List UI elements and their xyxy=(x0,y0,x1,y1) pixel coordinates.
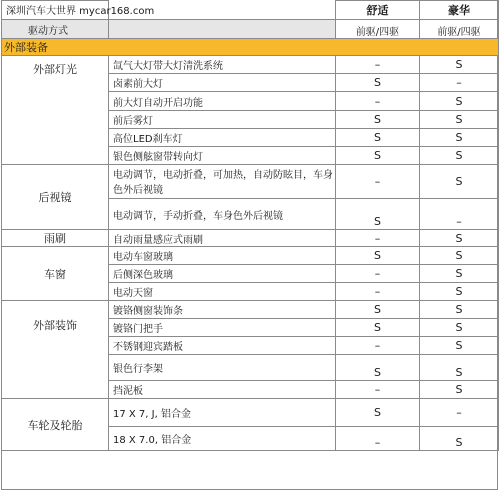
feature-cell: 电动调节，电动折叠，可加热，自动防眩目，车身色外后视镜 xyxy=(109,165,336,199)
feature-cell: 电动车窗玻璃 xyxy=(109,247,336,265)
luxury-availability: S xyxy=(420,230,499,247)
luxury-availability: S xyxy=(420,56,499,74)
luxury-availability: S xyxy=(420,165,499,199)
feature-cell: 17 X 7, J, 铝合金 xyxy=(109,399,336,427)
table-row xyxy=(2,230,499,247)
comfort-availability: S xyxy=(336,301,420,319)
comfort-availability: S xyxy=(336,147,420,165)
table-row xyxy=(2,247,499,265)
luxury-availability: S xyxy=(420,129,499,147)
feature-cell: 卤素前大灯 xyxy=(109,74,336,92)
group-label: 外部灯光 xyxy=(2,56,109,165)
trim-comfort-name: 舒适 xyxy=(336,1,420,20)
comfort-availability: – xyxy=(336,230,420,247)
luxury-availability: S xyxy=(420,427,499,451)
feature-cell: 银色侧舷窗带转向灯 xyxy=(109,147,336,165)
comfort-availability: S xyxy=(336,129,420,147)
table-row xyxy=(2,165,499,199)
comfort-availability: – xyxy=(336,56,420,74)
luxury-availability: – xyxy=(420,199,499,230)
feature-cell: 18 X 7.0, 铝合金 xyxy=(109,427,336,451)
comfort-availability: S xyxy=(336,355,420,381)
table-row xyxy=(2,56,499,74)
feature-cell: 挡泥板 xyxy=(109,381,336,399)
comfort-availability: – xyxy=(336,427,420,451)
luxury-availability: S xyxy=(420,381,499,399)
drive-spacer xyxy=(109,20,336,39)
group-label: 车轮及轮胎 xyxy=(2,399,109,451)
group-label: 雨刷 xyxy=(2,230,109,247)
feature-cell: 不锈钢迎宾踏板 xyxy=(109,337,336,355)
feature-cell: 自动雨量感应式雨刷 xyxy=(109,230,336,247)
comfort-availability: S xyxy=(336,319,420,337)
luxury-availability: S xyxy=(420,283,499,301)
feature-cell: 银色行李架 xyxy=(109,355,336,381)
feature-cell: 前后雾灯 xyxy=(109,111,336,129)
section-title: 外部装备 xyxy=(2,39,499,56)
comfort-availability: S xyxy=(336,74,420,92)
luxury-availability: – xyxy=(420,74,499,92)
luxury-availability: S xyxy=(420,265,499,283)
feature-cell: 高位LED刹车灯 xyxy=(109,129,336,147)
group-label: 外部装饰 xyxy=(2,301,109,399)
feature-cell: 镀铬门把手 xyxy=(109,319,336,337)
group-label: 后视镜 xyxy=(2,165,109,230)
comfort-availability: – xyxy=(336,381,420,399)
feature-cell: 电动调节，手动折叠，车身色外后视镜 xyxy=(109,199,336,230)
comfort-availability: S xyxy=(336,247,420,265)
luxury-availability: S xyxy=(420,319,499,337)
trim-luxury-name: 豪华 xyxy=(420,1,499,20)
luxury-availability: S xyxy=(420,355,499,381)
comfort-availability: – xyxy=(336,283,420,301)
spec-table xyxy=(1,0,499,451)
luxury-availability: S xyxy=(420,92,499,111)
luxury-availability: S xyxy=(420,301,499,319)
comfort-availability: – xyxy=(336,337,420,355)
luxury-availability: S xyxy=(420,147,499,165)
table-row xyxy=(2,399,499,427)
table-row xyxy=(2,301,499,319)
luxury-availability: S xyxy=(420,337,499,355)
luxury-availability: S xyxy=(420,247,499,265)
site-header: 深圳汽车大世界 mycar168.com xyxy=(2,1,109,20)
feature-cell: 镀铬侧窗装饰条 xyxy=(109,301,336,319)
group-label: 车窗 xyxy=(2,247,109,301)
luxury-availability: – xyxy=(420,399,499,427)
trim-comfort-drive: 前驱/四驱 xyxy=(336,20,420,39)
comfort-availability: – xyxy=(336,92,420,111)
drive-label: 驱动方式 xyxy=(2,20,109,39)
comfort-availability: – xyxy=(336,265,420,283)
luxury-availability: S xyxy=(420,111,499,129)
comfort-availability: – xyxy=(336,165,420,199)
comfort-availability: S xyxy=(336,199,420,230)
feature-cell: 后侧深色玻璃 xyxy=(109,265,336,283)
feature-cell: 氙气大灯带大灯清洗系统 xyxy=(109,56,336,74)
comfort-availability: S xyxy=(336,111,420,129)
trim-luxury-drive: 前驱/四驱 xyxy=(420,20,499,39)
feature-cell: 前大灯自动开启功能 xyxy=(109,92,336,111)
feature-cell: 电动天窗 xyxy=(109,283,336,301)
comfort-availability: S xyxy=(336,399,420,427)
